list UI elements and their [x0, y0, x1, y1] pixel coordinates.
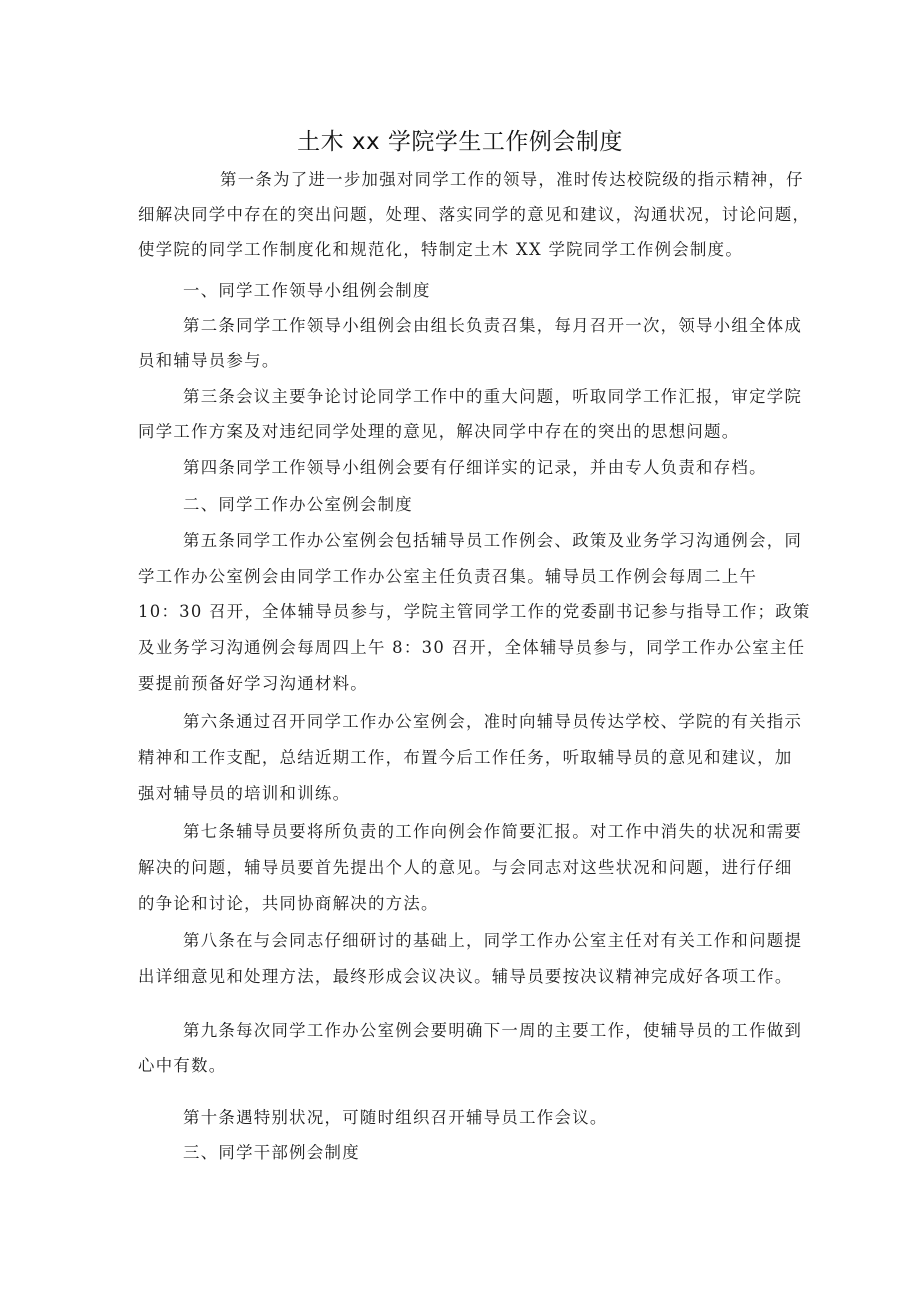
text-line: 解决的问题，辅导员要首先提出个人的意见。与会同志对这些状况和问题，进行仔细 — [138, 858, 793, 877]
document-title: 土木 xx 学院学生工作例会制度 — [297, 129, 623, 155]
text-line: 第九条每次同学工作办公室例会要明确下一周的主要工作，使辅导员的工作做到 — [183, 1021, 803, 1040]
text-line: 一、同学工作领导小组例会制度 — [183, 281, 431, 300]
text-line: 心中有数。 — [138, 1056, 227, 1075]
text-line: 员和辅导员参与。 — [138, 351, 280, 370]
text-line: 学工作办公室例会由同学工作办公室主任负责召集。辅导员工作例会每周二上午 — [138, 567, 758, 586]
text-line: 10：30 召开，全体辅导员参与，学院主管同学工作的党委副书记参与指导工作；政策 — [138, 602, 811, 621]
text-line: 及业务学习沟通例会每周四上午 8：30 召开，全体辅导员参与，同学工作办公室主任 — [138, 638, 806, 657]
text-line: 第一条为了进一步加强对同学工作的领导，准时传达校院级的指示精神，仔 — [220, 170, 804, 189]
text-line: 第七条辅导员要将所负责的工作向例会作简要汇报。对工作中消失的状况和需要 — [183, 822, 803, 841]
text-line: 细解决同学中存在的突出问题，处理、落实同学的意见和建议，沟通状况，讨论问题， — [138, 205, 811, 224]
text-line: 第四条同学工作领导小组例会要有仔细详实的记录，并由专人负责和存档。 — [183, 458, 767, 477]
text-line: 第六条通过召开同学工作办公室例会，准时向辅导员传达学校、学院的有关指示 — [183, 712, 803, 731]
text-line: 精神和工作支配，总结近期工作，布置今后工作任务，听取辅导员的意见和建议，加 — [138, 748, 793, 767]
text-line: 的争论和讨论，共同协商解决的方法。 — [138, 894, 439, 913]
text-line: 使学院的同学工作制度化和规范化，特制定土木 XX 学院同学工作例会制度。 — [138, 240, 744, 259]
text-line: 第二条同学工作领导小组例会由组长负责召集，每月召开一次，领导小组全体成 — [183, 316, 803, 335]
text-line: 第十条遇特别状况，可随时组织召开辅导员工作会议。 — [183, 1108, 608, 1127]
text-line: 三、同学干部例会制度 — [183, 1143, 360, 1162]
text-line: 第三条会议主要争论讨论同学工作中的重大问题，听取同学工作汇报，审定学院 — [183, 387, 803, 406]
text-line: 同学工作方案及对违纪同学处理的意见，解决同学中存在的突出的思想问题。 — [138, 422, 740, 441]
text-line: 第八条在与会同志仔细研讨的基础上，同学工作办公室主任对有关工作和问题提 — [183, 931, 803, 950]
text-line: 第五条同学工作办公室例会包括辅导员工作例会、政策及业务学习沟通例会，同 — [183, 531, 803, 550]
text-line: 要提前预备好学习沟通材料。 — [138, 674, 368, 693]
text-line: 出详细意见和处理方法，最终形成会议决议。辅导员要按决议精神完成好各项工作。 — [138, 967, 793, 986]
text-line: 强对辅导员的培训和训练。 — [138, 784, 351, 803]
text-line: 二、同学工作办公室例会制度 — [183, 495, 413, 514]
